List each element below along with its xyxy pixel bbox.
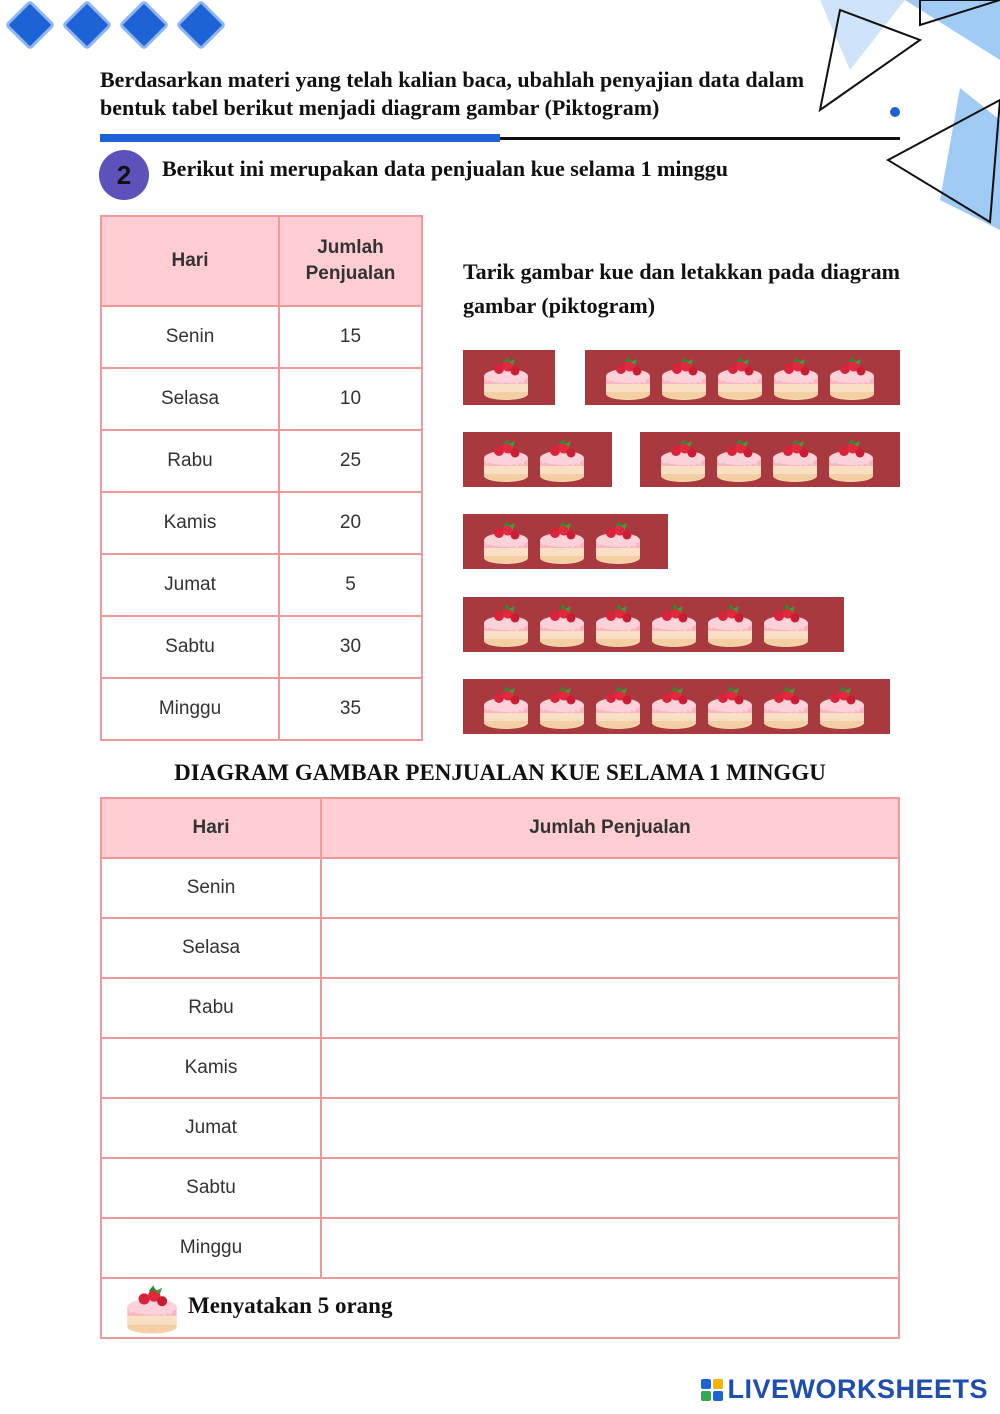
- diagram-day: Senin: [101, 858, 321, 918]
- cake-icon: [761, 601, 811, 649]
- diamond-shape: [176, 0, 227, 50]
- cake-icon: [593, 683, 643, 731]
- drop-zone-minggu[interactable]: [321, 1218, 899, 1278]
- table-row: [101, 306, 422, 368]
- cake-icon: [705, 683, 755, 731]
- table-row: [101, 368, 422, 430]
- cake-icon: [481, 518, 531, 566]
- diagram-header-hari: Hari: [101, 798, 321, 858]
- cake-icon: [603, 354, 653, 402]
- footer-brand-text: LIVEWORKSHEETS: [727, 1374, 988, 1404]
- legend-row: [101, 1278, 899, 1338]
- question-subtitle: Berikut ini merupakan data penjualan kue selama 1 minggu: [162, 156, 728, 181]
- cake-strip-5[interactable]: [585, 350, 900, 405]
- diagram-title: DIAGRAM GAMBAR PENJUALAN KUE SELAMA 1 MINGGU: [174, 760, 826, 785]
- liveworksheets-logo-icon: [701, 1379, 723, 1401]
- diagram-row: [101, 918, 899, 978]
- cake-icon: [659, 354, 709, 402]
- diagram-row: [101, 1218, 899, 1278]
- row-day: Jumat: [101, 554, 279, 616]
- cake-icon: [593, 601, 643, 649]
- cake-icon: [537, 601, 587, 649]
- cake-strip-3[interactable]: [463, 514, 668, 569]
- drop-zone-senin[interactable]: [321, 858, 899, 918]
- decorative-diamonds: [6, 0, 226, 52]
- table-row: [101, 616, 422, 678]
- header-rule-black: [500, 137, 900, 140]
- drop-zone-kamis[interactable]: [321, 1038, 899, 1098]
- cake-icon: [537, 683, 587, 731]
- row-value: 25: [279, 430, 422, 492]
- question-number-badge: 2: [99, 150, 149, 200]
- table-row: [101, 492, 422, 554]
- diagram-row: [101, 858, 899, 918]
- row-day: Sabtu: [101, 616, 279, 678]
- cake-strip-4[interactable]: [640, 432, 900, 487]
- diamond-shape: [62, 0, 113, 50]
- diagram-row: [101, 978, 899, 1038]
- cake-icon: [124, 1282, 180, 1336]
- row-value: 5: [279, 554, 422, 616]
- diagram-row: [101, 1038, 899, 1098]
- row-value: 10: [279, 368, 422, 430]
- diagram-row: [101, 1098, 899, 1158]
- diagram-row: [101, 1158, 899, 1218]
- diagram-header-jumlah: Jumlah Penjualan: [321, 798, 899, 858]
- cake-icon: [537, 518, 587, 566]
- cake-icon: [537, 436, 587, 484]
- cake-icon: [649, 601, 699, 649]
- cake-icon: [593, 518, 643, 566]
- cake-icon: [481, 436, 531, 484]
- header-hari: Hari: [101, 216, 279, 306]
- table-header-row: [101, 216, 422, 306]
- cake-icon: [714, 436, 764, 484]
- cake-icon: [649, 683, 699, 731]
- row-day: Kamis: [101, 492, 279, 554]
- legend-cell: [101, 1278, 899, 1338]
- header-jumlah: [279, 216, 422, 306]
- cake-icon: [761, 683, 811, 731]
- header-rule-blue: [100, 134, 500, 142]
- table-row: [101, 430, 422, 492]
- legend-text: Menyatakan 5 orang: [188, 1293, 393, 1318]
- cake-icon: [705, 601, 755, 649]
- cake-strip-1[interactable]: [463, 350, 555, 405]
- row-value: 30: [279, 616, 422, 678]
- decorative-triangles: [810, 0, 1000, 230]
- header-jumlah-text: Jumlah Penjualan: [305, 237, 396, 284]
- diagram-day: Minggu: [101, 1218, 321, 1278]
- row-day: Minggu: [101, 678, 279, 740]
- drop-zone-sabtu[interactable]: [321, 1158, 899, 1218]
- cake-icon: [771, 354, 821, 402]
- cake-strip-2[interactable]: [463, 432, 612, 487]
- instruction-text: Berdasarkan materi yang telah kalian baca, ubahlah penyajian data dalam bentuk tabel berikut menjadi diagram gambar (Piktogram): [100, 67, 805, 120]
- drop-zone-jumat[interactable]: [321, 1098, 899, 1158]
- row-day: Selasa: [101, 368, 279, 430]
- table-row: [101, 554, 422, 616]
- diamond-shape: [5, 0, 56, 50]
- cake-icon: [826, 436, 876, 484]
- pictogram-table: [100, 797, 900, 1339]
- cake-icon: [481, 601, 531, 649]
- sales-data-table: [100, 215, 423, 741]
- diagram-day: Kamis: [101, 1038, 321, 1098]
- diamond-shape: [119, 0, 170, 50]
- diagram-day: Sabtu: [101, 1158, 321, 1218]
- table-row: [101, 678, 422, 740]
- cake-icon: [481, 683, 531, 731]
- cake-strip-6[interactable]: [463, 597, 844, 652]
- drag-instruction: Tarik gambar kue dan letakkan pada diagram gambar (piktogram): [463, 259, 900, 318]
- row-value: 20: [279, 492, 422, 554]
- drop-zone-rabu[interactable]: [321, 978, 899, 1038]
- row-day: Senin: [101, 306, 279, 368]
- row-value: 35: [279, 678, 422, 740]
- cake-icon: [827, 354, 877, 402]
- diagram-header-row: [101, 798, 899, 858]
- diagram-day: Jumat: [101, 1098, 321, 1158]
- cake-icon: [481, 354, 531, 402]
- drop-zone-selasa[interactable]: [321, 918, 899, 978]
- diagram-day: Rabu: [101, 978, 321, 1038]
- cake-icon: [715, 354, 765, 402]
- row-value: 15: [279, 306, 422, 368]
- cake-icon: [817, 683, 867, 731]
- footer-brand: [701, 1374, 988, 1405]
- cake-strip-7[interactable]: [463, 679, 890, 734]
- row-day: Rabu: [101, 430, 279, 492]
- cake-icon: [658, 436, 708, 484]
- cake-icon: [770, 436, 820, 484]
- diagram-day: Selasa: [101, 918, 321, 978]
